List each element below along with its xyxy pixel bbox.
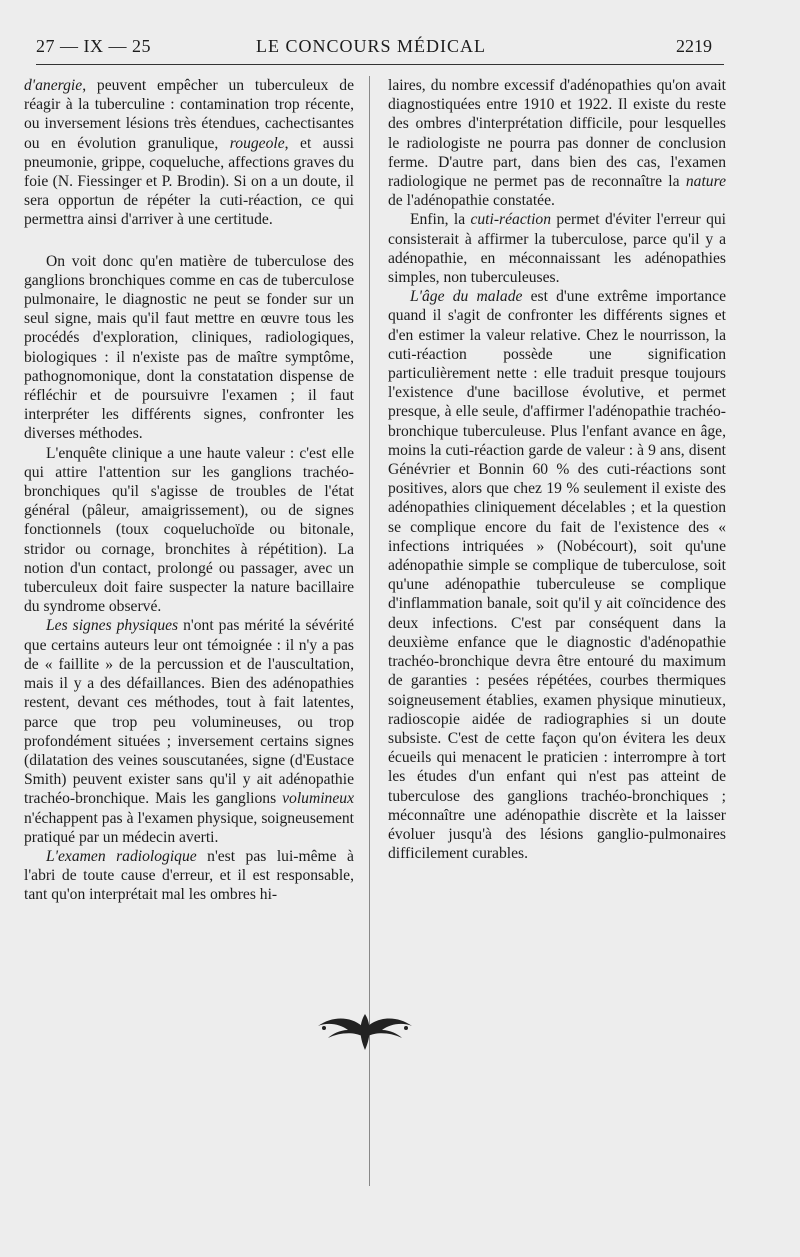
paragraph: [24, 76, 354, 230]
text-run: , peuvent empêcher un tuberculeux de réagir à la tuberculine : contamination trop récente, ou inversement lésions très étendues, cachectisantes ou en évolution granulique,: [24, 77, 354, 152]
text-run: n'ont pas mérité la sévérité que certains auteurs leur ont témoignée : il n'y a pas de « faillite » de la percussion et de l'auscultation, mais il y a des défaillances. Bien des adénopathies restent, devant ces méthodes, tout à fait latentes, parce que trop peu volumineuses, ou trop profondément situées ; inversement certains signes (dilatation des veines souscutanées, signe (d'Eustace Smith) peuvent exister sans qu'il y ait adénopathie trachéo-bronchique. Mais les ganglions: [24, 617, 354, 808]
paragraph: [24, 444, 354, 617]
fleuron-ornament-icon: [310, 1008, 420, 1054]
header-rule: [36, 64, 724, 65]
italic-phrase: cuti-réaction: [470, 211, 551, 229]
paragraph: [388, 76, 726, 210]
paragraph: [388, 210, 726, 287]
text-run: laires, du nombre excessif d'adénopathies qu'on avait diagnostiquées entre 1910 et 1922. Il existe du reste des ombres d'interprétation difficile, pour lesquelles le radiologiste ne pourra pas donner de conclusion ferme. D'autre part, dans bien des cas, l'examen radiologique ne permet pas de reconnaître la: [388, 77, 726, 191]
page-number: 2219: [676, 36, 712, 56]
text-run: , et aussi pneumonie, grippe, coqueluche, affections graves du foie (N. Fiessinger et P. Brodin). Si on a un doute, il sera opportun de répéter la cuti-réaction, ce qui permettra ainsi d'arriver à une certitude.: [24, 134, 354, 229]
text-run: L'enquête clinique a une haute valeur : c'est elle qui attire l'attention sur les ganglions trachéo-bronchiques qu'il s'agisse de troubles de l'état général (pâleur, amaigrissement), ou de signes fonctionnels (toux coqueluchoïde ou bitonale, stridor ou cornage, bronchites à répétition). La notion d'un contact, prolongé ou passager, avec un tuberculeux doit faire suspecter la nature bacillaire du syndrome observé.: [24, 444, 354, 616]
issue-date: 27 — IX — 25: [36, 36, 151, 56]
paragraph: [24, 252, 354, 444]
text-run: n'est pas lui-même à l'abri de toute cause d'erreur, et il est responsable, tant qu'on interprétait mal les ombres hi-: [24, 847, 354, 904]
text-run: est d'une extrême importance quand il s'agit de confronter les différents signes et d'en estimer la valeur relative. Chez le nourrisson, la cuti-réaction possède une signification particulièrement nette : elle traduit presque toujours l'existence d'une bacillose évolutive, et permet presque, à elle seule, d'affirmer l'adénopathie trachéo-bronchique tuberculeuse. Plus l'enfant avance en âge, moins la cuti-réaction garde de valeur : à 9 ans, disent Génévrier et Bonnin 60 % des cuti-réactions sont positives, alors que chez 19 % seulement il existe des adénopathies cliniquement décelables ; et la question se complique encore du fait de l'existence des « infections intriquées » (Nobécourt), soit qu'une adénopathie simple se complique de tuberculose, soit qu'une adénopathie tuberculeuse se complique d'inflammation banale, soit qu'il y ait coïncidence des deux infections. C'est par conséquent dans la deuxième enfance que le diagnostic d'adénopathie trachéo-bronchique devra être entouré du maximum de garanties : pesées répétées, courbes thermiques soigneusement établies, examen physique minutieux, radioscopie aidée de radiographies si un doute subsiste. C'est de cette façon qu'on évitera les deux écueils qui menacent le praticien : interrompre à tort les études d'un enfant qui n'est pas atteint de tuberculose des ganglions trachéo-bronchiques ; méconnaître une adénopathie discrète et la laisser évoluer jusqu'à des lésions ganglio-pulmonaires difficilement curables.: [388, 288, 726, 863]
italic-phrase: volumineux: [282, 790, 354, 808]
journal-title: LE CONCOURS MÉDICAL: [256, 36, 487, 56]
left-column: [24, 76, 354, 905]
right-column: [388, 76, 726, 863]
text-run: Enfin, la: [410, 211, 471, 229]
italic-phrase: Les signes physiques: [46, 617, 179, 635]
text-run: permet d'éviter l'erreur qui consisterait à affirmer la tuberculose, parce qu'il y a adénopathie, en méconnaissant les adénopathies simples, non tuberculeuses.: [388, 211, 726, 287]
page-header: [36, 36, 712, 64]
italic-phrase: L'examen radiologique: [46, 847, 197, 865]
paragraph: [24, 616, 354, 846]
paragraph: [388, 287, 726, 863]
text-run: On voit donc qu'en matière de tuberculose des ganglions bronchiques comme en cas de tuberculose pulmonaire, le diagnostic ne peut se fonder sur un seul signe, mais qu'il faut mettre en œuvre tous les procédés d'exploration, cliniques, radiologiques, biologiques : il n'existe pas de maître symptôme, pathognomonique, dont la constatation dispense de réfléchir et de poursuivre l'examen ; il faut interpréter les différents signes, confronter les diverses méthodes.: [24, 252, 354, 443]
italic-phrase: d'anergie: [24, 77, 83, 94]
italic-phrase: L'âge du malade: [410, 288, 523, 306]
paragraph-gap: [24, 230, 354, 252]
italic-phrase: nature: [685, 173, 726, 191]
paragraph: [24, 847, 354, 905]
text-run: n'échappent pas à l'examen physique, soigneusement pratiqué par un médecin averti.: [24, 809, 354, 846]
text-run: de l'adénopathie constatée.: [388, 192, 555, 210]
italic-phrase: rougeole: [229, 134, 285, 152]
